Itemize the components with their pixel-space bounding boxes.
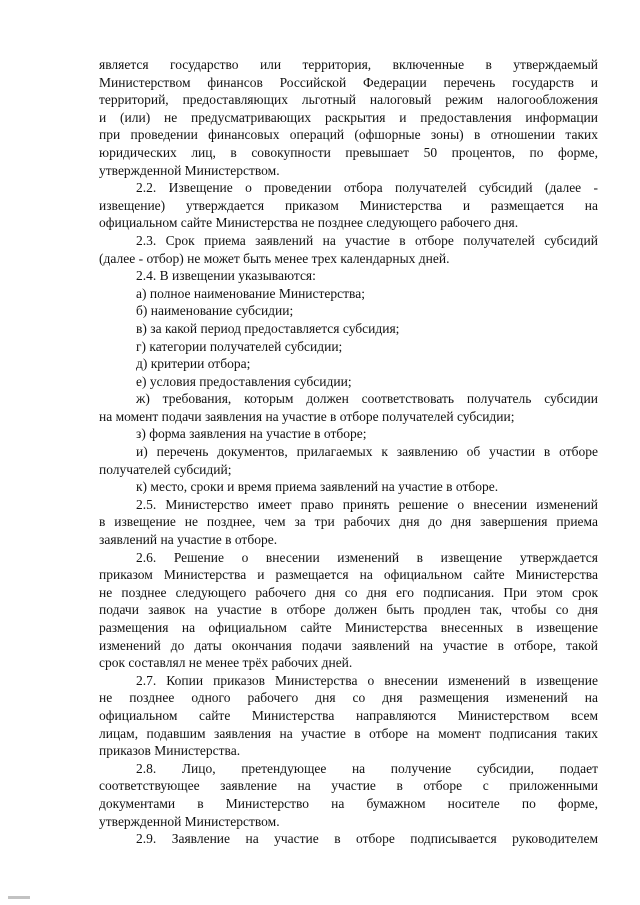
text-line: соответствующее заявление на участие в отборе с приложенными [99,778,598,794]
text-line: официальном сайте Министерства направляются Министерством всем [99,707,598,723]
text-line: утвержденной Министерством. [99,162,280,178]
paragraph-2-7-start: 2.7. Копии приказов Министерства о внесении изменений в извещение [136,672,598,688]
text-line: в извещение не позднее, чем за три рабочих дня до дня завершения приема [99,514,598,530]
text-line: при проведении финансовых операций (офшорные зоны) в отношении таких [99,127,598,143]
text-line: получателей субсидий; [99,461,232,477]
paragraph-2-2-start: 2.2. Извещение о проведении отбора получателей субсидий (далее - [136,180,598,196]
list-item: б) наименование субсидии; [136,303,294,319]
list-item: и) перечень документов, прилагаемых к заявлению об участии в отборе [136,444,598,460]
text-line: документами в Министерство на бумажном носителе по форме, [99,795,598,811]
text-line: срок составлял не менее трёх рабочих дней. [99,655,353,671]
list-item: ж) требования, которым должен соответствовать получатель субсидии [136,391,598,407]
text-line: подачи заявок на участие в отборе должен быть продлен так, чтобы со дня [99,602,598,618]
text-line: и (или) не предусматривающих раскрытия и предоставления информации [99,109,598,125]
text-line: размещения на официальном сайте Министерства внесенных в извещение [99,620,598,635]
paragraph-2-4-heading: 2.4. В извещении указываются: [136,268,316,284]
paragraph-2-9-start: 2.9. Заявление на участие в отборе подписывается руководителем [136,831,598,847]
text-line: Министерством финансов Российской Федерации перечень государств и [99,74,598,90]
text-line: не позднее следующего рабочего дня со дня его подписания. При этом срок [99,584,598,600]
text-line: лицам, подавшим заявления на участие в отборе на момент подписания таких [99,725,598,741]
text-line: официальном сайте Министерства не позднее следующего рабочего дня. [99,215,519,231]
paragraph-2-6-start: 2.6. Решение о внесении изменений в извещение утверждается [136,549,598,565]
list-item: а) полное наименование Министерства; [136,285,365,301]
text-line: территорий, предоставляющих льготный налоговый режим налогообложения [99,92,598,108]
text-line: изменений до даты окончания подачи заявлений на участие в отборе, такой [99,637,598,653]
text-line: извещение) утверждается приказом Министерства и размещается на [99,197,598,213]
text-line: заявлений на участие в отборе. [99,532,278,548]
list-item: з) форма заявления на участие в отборе; [136,426,367,442]
text-line: юридических лиц, в совокупности превышает 50 процентов, по форме, [99,144,598,160]
text-line: (далее - отбор) не может быть менее трех календарных дней. [99,250,450,266]
text-line: приказов Министерства. [99,743,241,759]
paragraph-2-5-start: 2.5. Министерство имеет право принять решение о внесении изменений [136,496,598,512]
list-item: к) место, сроки и время приема заявлений на участие в отборе. [136,479,499,495]
list-item: г) категории получателей субсидии; [136,338,343,354]
paragraph-2-8-start: 2.8. Лицо, претендующее на получение субсидии, подает [136,760,598,776]
paragraph-2-3-start: 2.3. Срок приема заявлений на участие в отборе получателей субсидий [136,232,598,248]
scan-artifact-mark [8,896,30,899]
document-page [99,56,598,848]
list-item: е) условия предоставления субсидии; [136,373,352,389]
text-line: на момент подачи заявления на участие в отборе получателей субсидии; [99,408,515,424]
text-line: не позднее одного рабочего дня со дня размещения изменений на [99,690,598,706]
list-item: в) за какой период предоставляется субсидия; [136,320,400,336]
list-item: д) критерии отбора; [136,356,251,372]
text-line: приказом Министерства и размещается на официальном сайте Министерства [99,567,598,583]
text-line: является государство или территория, включенные в утверждаемый [99,57,598,72]
text-line: утвержденной Министерством. [99,813,280,829]
